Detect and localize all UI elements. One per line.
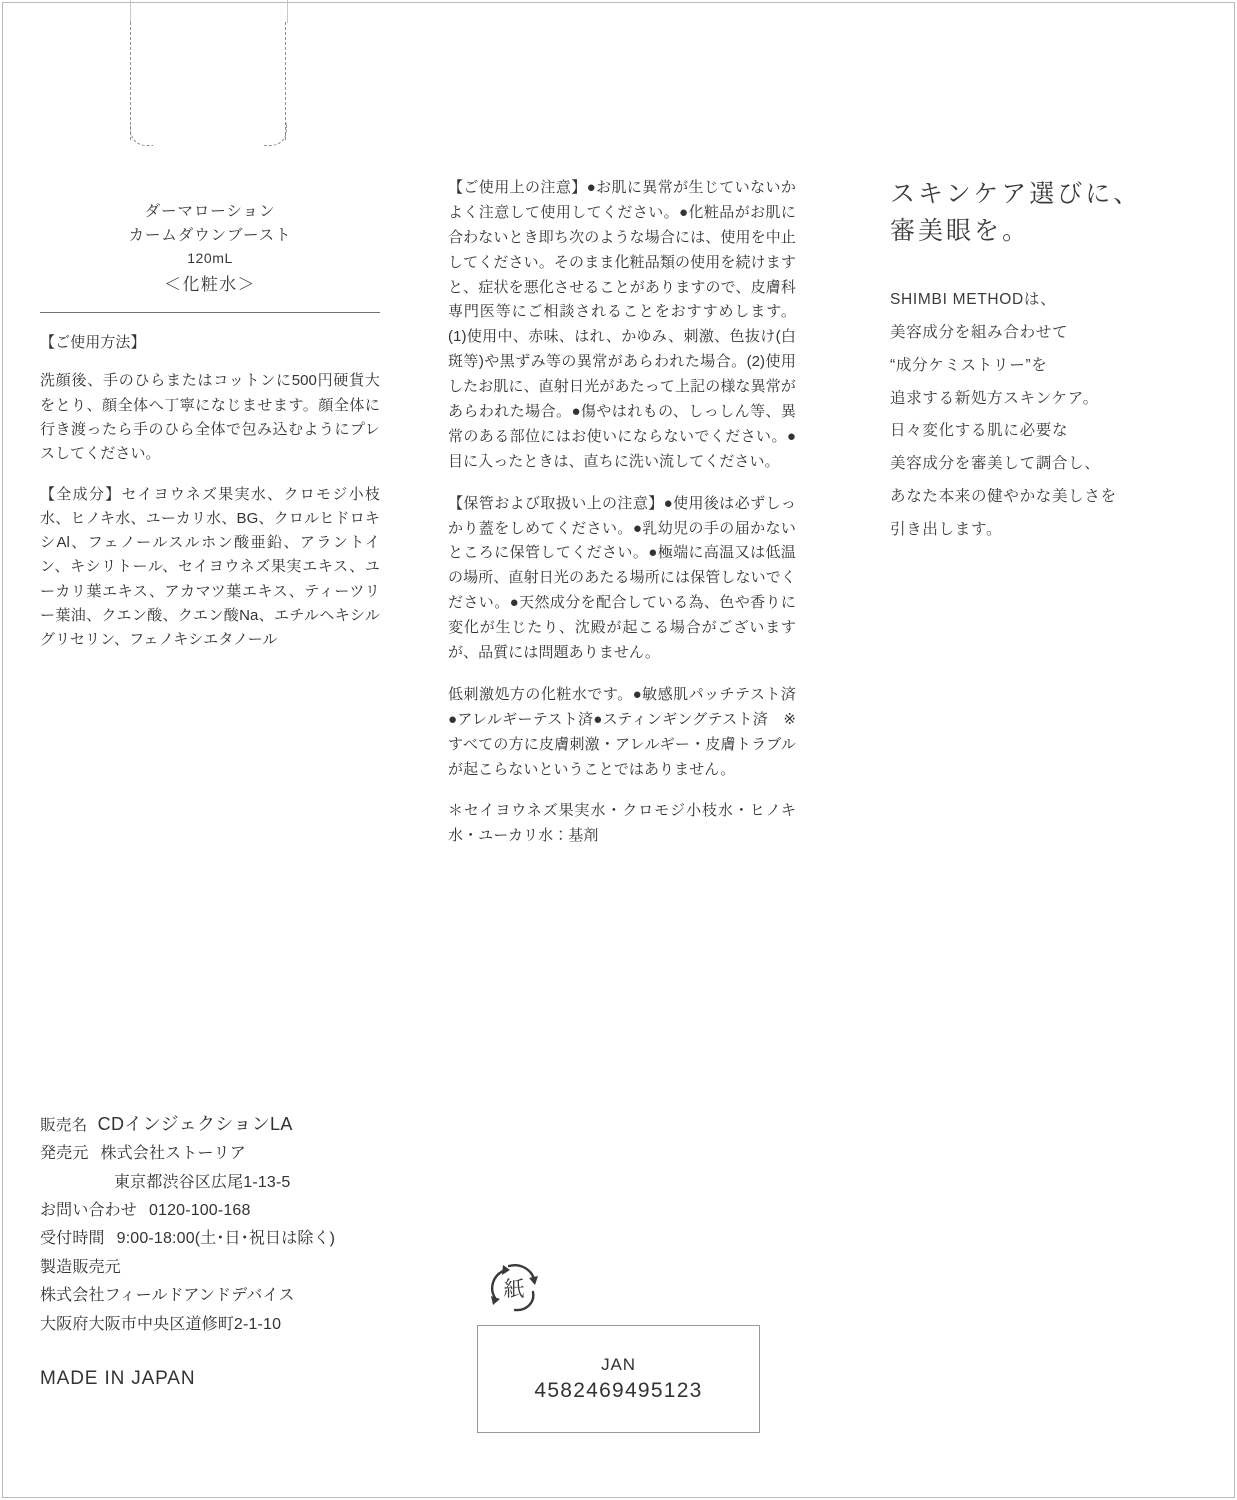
brand-copy-line: “成分ケミストリー”を — [890, 356, 1048, 374]
brand-copy-line: 引き出します。 — [890, 521, 1003, 539]
brand-copy-line: 美容成分を審美して調合し、 — [890, 455, 1101, 473]
usage-body: 洗顔後、手のひらまたはコットンに500円硬貨大をとり、顔全体へ丁寧になじませます。顔全体に行き渡ったら手のひら全体で包み込むようにプレスしてください。 — [40, 372, 380, 463]
flap-corner-right — [264, 123, 287, 146]
contact-label: お問い合わせ — [40, 1201, 137, 1219]
brand-headline-line1: スキンケア選びに、 — [890, 180, 1142, 208]
usage-heading: 【ご使用方法】 — [40, 334, 146, 352]
caution-storage-text: 【保管および取扱い上の注意】●使用後は必ずしっかり蓋をしめてください。●乳幼児の手の届かないところに保管してください。●極端に高温又は低温の場所、直射日光のあたる場所には保管しないでください。●天然成分を配合している為、色や香りに変化が生じたり、沈殿が起こる場合がございますが、品質には問題ありません。 — [448, 494, 796, 662]
recycle-mark-label: 紙 — [503, 1278, 525, 1301]
seller-label: 販売名 — [40, 1117, 88, 1134]
seller-name: CDインジェクションLA — [97, 1114, 293, 1134]
seller-row — [40, 1108, 510, 1140]
die-cut-flap — [122, 0, 294, 160]
distributor-name: 株式会社ストーリア — [100, 1145, 246, 1163]
base-ingredient-footnote: ＊セイヨウネズ果実水・クロモジ小枝水・ヒノキ水・ユーカリ水：基剤 — [448, 802, 796, 845]
product-name-line1: ダーマローション — [144, 203, 276, 220]
brand-headline — [890, 176, 1200, 250]
brand-copy-line: 日々変化する肌に必要な — [890, 422, 1069, 440]
brand-copy-line: あなた本来の健やかな美しさを — [890, 488, 1117, 506]
jan-label: JAN — [601, 1355, 636, 1374]
ingredients-text: 【全成分】セイヨウネズ果実水、クロモジ小枝水、ヒノキ水、ユーカリ水、BG、クロルヒドロキシAl、フェノールスルホン酸亜鉛、アラントイン、キシリトール、セイヨウネズ果実エキス、ユーカリ葉エキス、アカマツ葉エキス、ティーツリー葉油、クエン酸、クエン酸Na、エチルヘキシルグリセリン、フェノキシエタノール — [40, 485, 380, 649]
hours-label: 受付時間 — [40, 1230, 105, 1248]
made-in-japan: MADE IN JAPAN — [40, 1368, 196, 1389]
hours-value: 9:00-18:00(土･日･祝日は除く) — [116, 1230, 336, 1248]
middle-column — [448, 176, 796, 866]
flap-corner-left — [130, 123, 153, 146]
manufacturer-label: 製造販売元 — [40, 1258, 121, 1276]
brand-headline-line2: 審美眼を。 — [890, 217, 1031, 245]
contact-tel: 0120-100-168 — [148, 1201, 251, 1219]
product-volume: 120mL — [187, 250, 233, 267]
company-info — [40, 1108, 510, 1339]
right-column — [890, 176, 1200, 547]
brand-copy-line: 美容成分を組み合わせて — [890, 323, 1069, 341]
caution-use-text: 【ご使用上の注意】●お肌に異常が生じていないかよく注意して使用してください。●化粧品がお肌に合わないとき即ち次のような場合には、使用を中止してください。そのまま化粧品類の使用を続けますと、症状を悪化させることがありますので、皮膚科専門医等にご相談されることをおすすめします。(1)使用中、赤味、はれ、かゆみ、刺激、色抜け(白斑等)や黒ずみ等の異常があらわれた場合。(2)使用したお肌に、直射日光があたって上記の様な異常があらわれた場合。●傷やはれもの、しっしん等、異常のある部位にはお使いにならないでください。●目に入ったときは、直ちに洗い流してください。 — [448, 179, 796, 470]
jan-code: 4582469495123 — [534, 1379, 703, 1402]
divider — [40, 312, 380, 313]
left-column — [40, 200, 380, 669]
product-heading — [40, 200, 380, 298]
manufacturer-address: 大阪府大阪市中央区道修町2-1-10 — [40, 1315, 282, 1333]
contact-row — [40, 1197, 510, 1225]
brand-copy-line: 追求する新処方スキンケア。 — [890, 389, 1099, 407]
test-claims-text: 低刺激処方の化粧水です。●敏感肌パッチテスト済●アレルギーテスト済●スティンギングテスト済 ※すべての方に皮膚刺激・アレルギー・皮膚トラブルが起こらないということではありません。 — [448, 685, 796, 778]
brand-copy — [890, 284, 1200, 547]
flap-arc — [130, 0, 288, 23]
jan-code-box — [477, 1325, 760, 1433]
distributor-row — [40, 1140, 510, 1168]
distributor-label: 発売元 — [40, 1145, 89, 1163]
brand-copy-line: SHIMBI METHODは、 — [890, 291, 1057, 308]
hours-row — [40, 1225, 510, 1253]
paper-recycle-icon — [483, 1258, 545, 1316]
product-name-line2: カームダウンブースト — [128, 227, 292, 245]
distributor-address: 東京都渋谷区広尾1-13-5 — [114, 1173, 291, 1191]
product-type: ＜化粧水＞ — [164, 274, 256, 294]
manufacturer-name: 株式会社フィールドアンドデバイス — [40, 1287, 295, 1305]
